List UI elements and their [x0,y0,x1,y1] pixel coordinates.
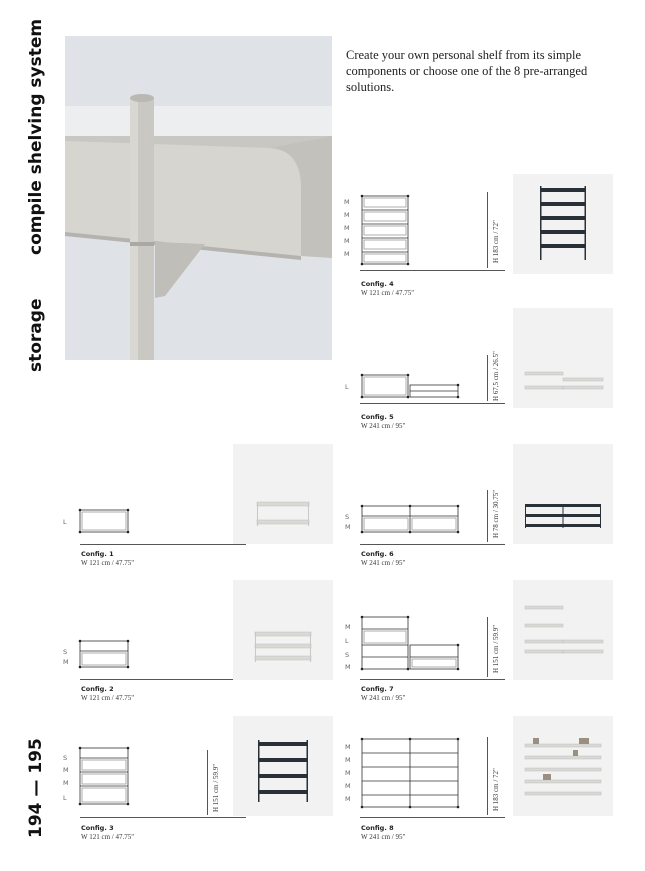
config-5-height: H 67,5 cm / 26.5" [492,351,500,401]
config-7-height: H 151 cm / 59.9" [492,624,500,673]
config-3: S M M L H 151 cm / 59.9" Config. 3 W 121 cm / 47.75" [60,740,340,850]
config-2-name: Config. 2 [81,685,114,693]
hero-shelf-photo [65,36,332,360]
config-2-diagram [78,639,132,669]
config-8-name: Config. 8 [361,824,394,832]
config-7-diagram [360,615,462,671]
config-2: S M Config. 2 W 121 cm / 47.75" [60,615,340,705]
config-8-height: H 183 cm / 72" [492,768,500,811]
config-2-width: W 121 cm / 47.75" [81,694,135,702]
config-1-name: Config. 1 [81,550,114,558]
config-8-width: W 241 cm / 95" [361,833,406,841]
config-7: M L S M H 151 cm / 59.9" Config. 7 W 241 cm / 95" [340,615,620,705]
config-7-name: Config. 7 [361,685,394,693]
category-title: storage [26,298,46,372]
config-4: M M M M M H 183 cm / 72" Config. 4 W 121 cm / 47.75" [340,190,620,310]
config-6-name: Config. 6 [361,550,394,558]
config-2-photo [233,580,333,680]
config-5-name: Config. 5 [361,413,394,421]
config-3-height: H 151 cm / 59.9" [212,763,220,812]
intro-text: Create your own personal shelf from its simple components or choose one of the 8 pre-arranged solutions. [346,48,588,94]
config-4-photo [513,174,613,274]
config-3-diagram [78,746,132,806]
config-6-height: H 78 cm / 30.75" [492,489,500,538]
system-title: compile shelving system [26,18,46,255]
config-4-width: W 121 cm / 47.75" [361,289,415,297]
config-5-photo [513,308,613,408]
config-6-width: W 241 cm / 95" [361,559,406,567]
config-4-height: H 183 cm / 72" [492,220,500,263]
config-5: L H 67,5 cm / 26.5" Config. 5 W 241 cm / 95" [340,345,620,435]
config-8-photo [513,716,613,816]
config-6: S M H 78 cm / 30.75" Config. 6 W 241 cm / 95" [340,480,620,570]
config-7-photo [513,580,613,680]
config-5-width: W 241 cm / 95" [361,422,406,430]
config-6-diagram [360,504,462,534]
config-4-diagram [360,194,412,268]
config-3-width: W 121 cm / 47.75" [81,833,135,841]
config-4-name: Config. 4 [361,280,394,288]
config-8-diagram [360,737,462,811]
page-numbers: 194 — 195 [26,738,46,838]
config-1-width: W 121 cm / 47.75" [81,559,135,567]
config-1: L Config. 1 W 121 cm / 47.75" [60,480,340,570]
config-3-name: Config. 3 [81,824,114,832]
config-5-diagram [360,373,462,399]
config-6-photo [513,444,613,544]
config-1-photo [233,444,333,544]
config-1-diagram [78,508,132,534]
config-7-width: W 241 cm / 95" [361,694,406,702]
config-3-photo [233,716,333,816]
config-8: M M M M M H 183 cm / 72" Config. 8 W 241 cm / 95" [340,735,620,845]
